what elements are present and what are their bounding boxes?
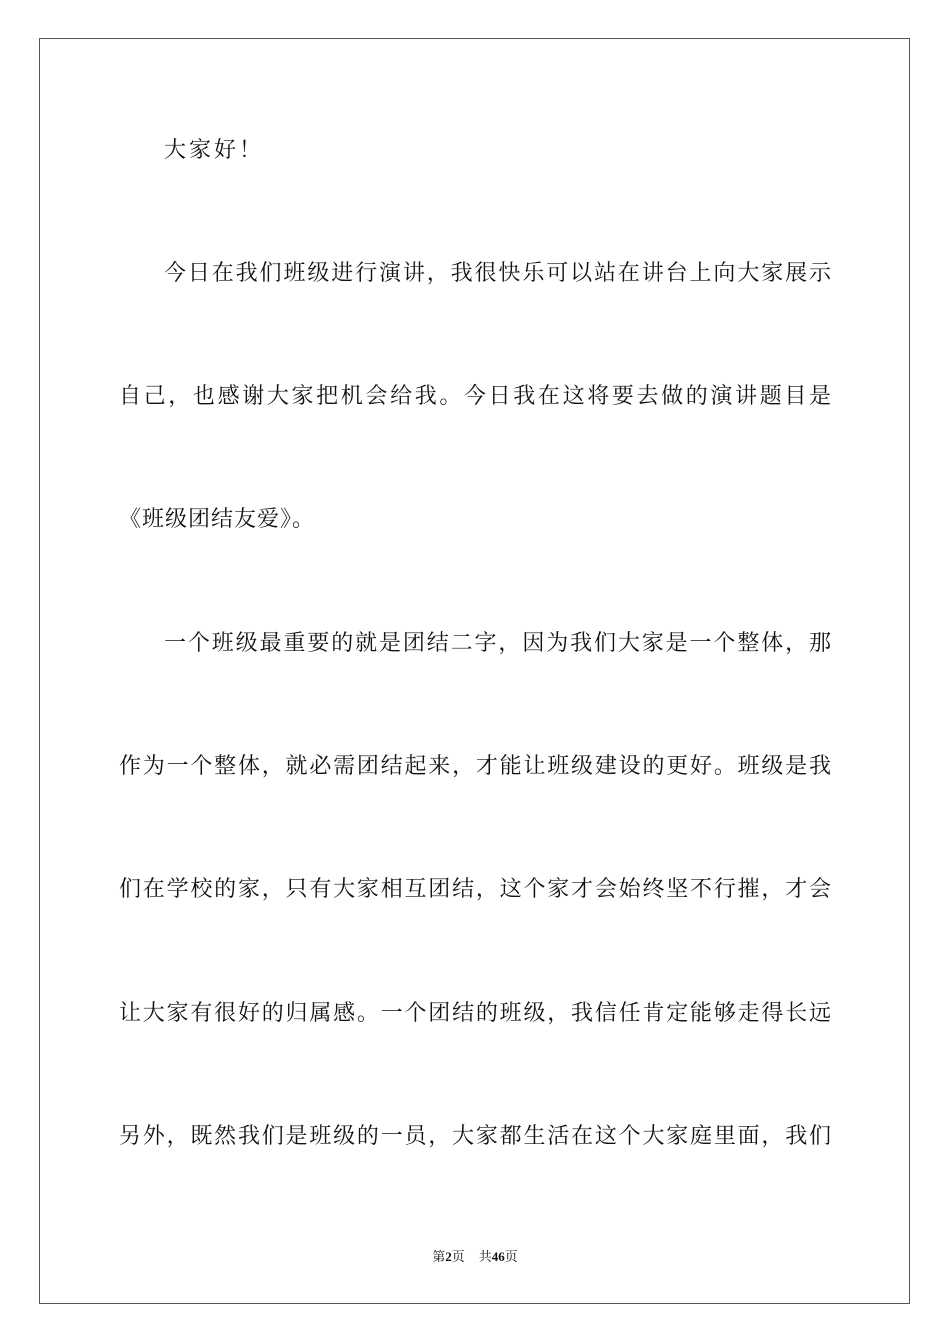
page-border xyxy=(39,38,910,1304)
total-prefix: 共 xyxy=(478,1249,492,1264)
page-suffix: 页 xyxy=(451,1249,465,1264)
body-line-3: 《班级团结友爱》。 xyxy=(119,507,316,532)
body-line-8: 另外，既然我们是班级的一员，大家都生活在这个大家庭里面，我们 xyxy=(119,1124,831,1149)
total-pages: 46 xyxy=(491,1249,505,1264)
body-line-7: 让大家有很好的归属感。一个团结的班级，我信任肯定能够走得长远 xyxy=(119,1001,831,1026)
body-line-2: 自己，也感谢大家把机会给我。今日我在这将要去做的演讲题目是 xyxy=(119,384,831,409)
page-prefix: 第 xyxy=(432,1249,446,1264)
body-line-6: 们在学校的家，只有大家相互团结，这个家才会始终坚不行摧，才会 xyxy=(119,877,831,902)
body-line-1: 今日在我们班级进行演讲，我很快乐可以站在讲台上向大家展示 xyxy=(164,261,831,286)
page-number: 2 xyxy=(445,1249,452,1264)
total-suffix: 页 xyxy=(504,1249,518,1264)
page-footer xyxy=(0,1248,950,1266)
greeting-line: 大家好！ xyxy=(164,138,265,163)
body-line-4: 一个班级最重要的就是团结二字，因为我们大家是一个整体，那 xyxy=(164,631,831,656)
body-line-5: 作为一个整体，就必需团结起来，才能让班级建设的更好。班级是我 xyxy=(119,754,831,779)
